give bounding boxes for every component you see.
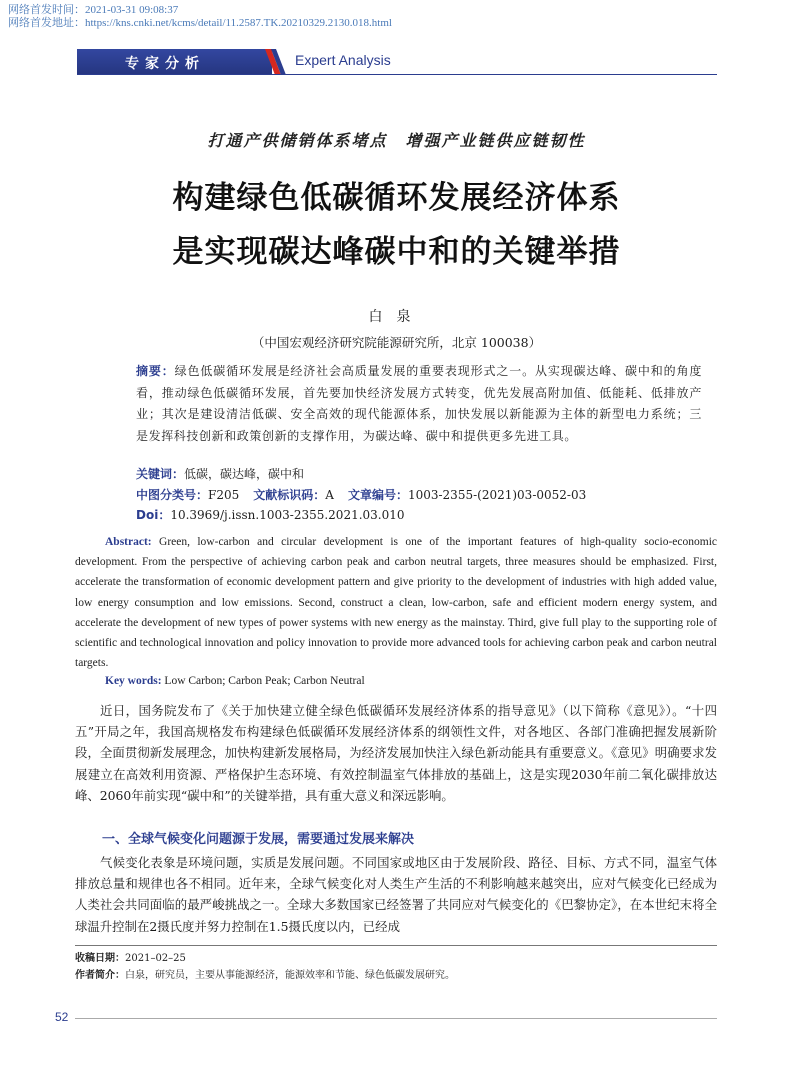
bio-text: 白泉，研究员，主要从事能源经济，能源效率和节能、绿色低碳发展研究。 [125,970,455,981]
abstract-en [75,532,717,673]
doc-code-value: A [325,488,334,502]
author-name: 白泉 [368,309,425,325]
footnote-author-bio [75,969,717,983]
article-subtitle: 打通产供储销体系堵点 增强产业链供应链韧性 [207,131,586,150]
article-title-line2: 是实现碳达峰碳中和的关键举措 [172,234,621,270]
keywords-en-label: Key words: [105,675,162,687]
article-no-value: 1003-2355-(2021)03-0052-03 [407,488,587,502]
abstract-en-label: Abstract: [105,536,152,548]
clc-label: 中图分类号： [136,488,209,502]
keywords-en [105,675,365,687]
page-number: 52 [55,1010,74,1024]
doi-value[interactable]: 10.3969/j.issn.1003-2355.2021.03.010 [170,508,405,522]
doi-label: Doi： [136,508,171,522]
classification-row [136,486,736,504]
keywords-cn [136,465,736,483]
abstract-cn-label: 摘要： [136,364,175,378]
section-heading-1: 一、全球气候变化问题源于发展，需要通过发展来解决 [102,832,415,847]
clc-value: F205 [208,488,240,502]
footnote-rule [75,945,717,946]
doc-code-label: 文献标识码： [253,488,326,502]
page-rule [75,1018,717,1019]
column-header [77,49,717,75]
keywords-en-text: Low Carbon; Carbon Peak; Carbon Neutral [164,675,365,687]
publish-url[interactable]: 网络首发地址：https://kns.cnki.net/kcms/detail/11.2587.TK.20210329.2130.018.html [8,17,392,29]
doi-row [136,506,736,524]
abstract-cn [136,361,702,447]
column-title-en: Expert Analysis [295,52,391,68]
article-no-label: 文章编号： [347,488,408,502]
body-paragraph-2: 气候变化表象是环境问题，实质是发展问题。不同国家或地区由于发展阶段、路径、目标、方式不同，温室气体排放总量和规律也各不相同。近年来，全球气候变化对人类生产生活的不利影响越来越突出，应对气候变化已经成为人类社会共同面临的最严峻挑战之一。全球大多数国家已经签署了共同应对气候变化的《巴黎协定》，在本世纪末将全球温升控制在2摄氏度并努力控制在1.5摄氏度以内，已经成 [75,855,717,934]
article-title-line1: 构建绿色低碳循环发展经济体系 [172,180,621,216]
keywords-cn-label: 关键词： [136,467,185,481]
author-affiliation: （中国宏观经济研究院能源研究所，北京 100038） [251,335,542,350]
bio-label: 作者简介： [75,970,125,981]
publish-time: 网络首发时间：2021-03-31 09:08:37 [8,4,179,16]
header-rule [77,74,717,75]
column-title-cn: 专家分析 [125,56,205,72]
abstract-cn-text: 绿色低碳循环发展是经济社会高质量发展的重要表现形式之一。从实现碳达峰、碳中和的角度看，推动绿色低碳循环发展，首先要加快经济发展方式转变，优先发展高附加值、低能耗、低排放产业；其次是建设清洁低碳、安全高效的现代能源体系，加快发展以新能源为主体的新型电力系统；三是发挥科技创新和政策创新的支撑作用，为碳达峰、碳中和提供更多先进工具。 [136,364,702,443]
footnote-received [75,952,717,966]
keywords-cn-text: 低碳，碳达峰，碳中和 [184,467,305,481]
received-label: 收稿日期： [75,953,125,964]
abstract-en-text: Green, low-carbon and circular development is one of the important features of high-quality socio-economic development. From the perspective of achieving carbon peak and carbon neutral targets, three measures should be emphasized. First, accelerate the transformation of economic development pattern and give priority to the development of industries with high added value, low energy consumption and low emissions. Second, construct a clean, low-carbon, safe and efficient modern energy system, and accelerate the development of new types of power systems with new energy as the mainstay. Third, give full play to the supporting role of scientific and technological innovation and policy innovation to provide more advanced tools for achieving carbon peak and carbon neutral targets. [75,536,718,670]
header-stripe-icon [265,49,287,75]
body-paragraph-1: 近日，国务院发布了《关于加快建立健全绿色低碳循环发展经济体系的指导意见》（以下简称《意见》）。“十四五”开局之年，我国高规格发布构建绿色低碳循环发展经济体系的纲领性文件，对各地区、各部门准确把握发展新阶段，全面贯彻新发展理念，加快构建新发展格局，为经济发展加快注入绿色新动能具有重要意义。《意见》明确要求发展建立在高效利用资源、严格保护生态环境、有效控制温室气体排放的基础上，这是实现2030年前二氧化碳排放达峰、2060年前实现“碳中和”的关键举措，具有重大意义和深远影响。 [75,703,717,803]
received-date: 2021–02–25 [125,953,186,964]
